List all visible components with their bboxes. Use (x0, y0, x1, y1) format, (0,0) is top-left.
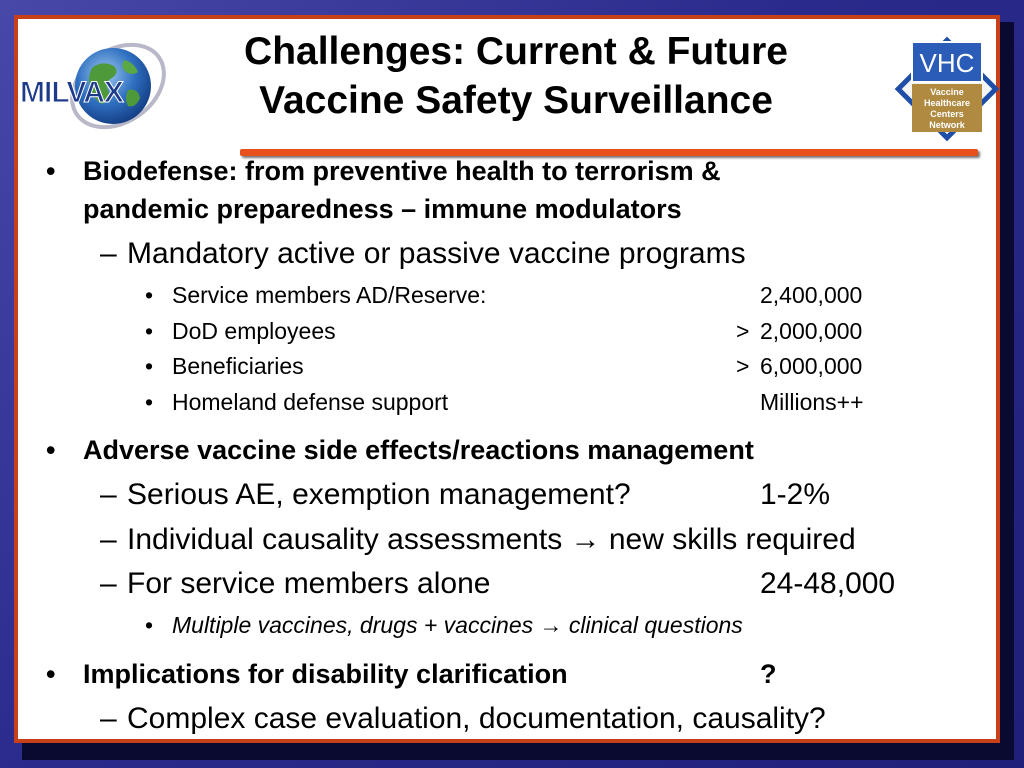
bullet-biodefense-line-1: Biodefense: from preventive health to terrorism & (83, 156, 721, 186)
vhc-logo-sub-2: Healthcare (923, 98, 971, 108)
bullet-glyph: • (145, 282, 154, 308)
list-item-label: Beneficiaries (172, 353, 304, 379)
list-item-prefix: > (736, 353, 750, 379)
milvax-logo (20, 38, 168, 134)
sub-bullet-text: Complex case evaluation, documentation, causality? (127, 702, 826, 735)
sub-bullet-text: Serious AE, exemption management? (127, 478, 631, 511)
list-item-value: Millions++ (760, 389, 864, 415)
bullet-disability-value: ? (760, 659, 777, 689)
bullet-disability-text: Implications for disability clarification (83, 659, 568, 689)
bullet-glyph: • (145, 318, 154, 344)
dash-glyph: – (100, 478, 117, 511)
milvax-logo-text: MILVAX (20, 76, 123, 109)
dash-glyph: – (100, 523, 117, 556)
dash-glyph: – (100, 567, 117, 600)
list-item-label: Homeland defense support (172, 389, 449, 415)
list-item-value: 2,000,000 (760, 318, 863, 344)
sub-bullet-value: 24-48,000 (760, 567, 896, 600)
list-item-value: 2,400,000 (760, 282, 863, 308)
slide-title-line-2: Vaccine Safety Surveillance (259, 79, 773, 122)
vhc-logo-sub-4: Network (929, 120, 965, 130)
list-item-label: DoD employees (172, 318, 336, 344)
vhc-logo-sub-3: Centers (930, 109, 964, 119)
dash-glyph: – (100, 702, 117, 735)
vhc-logo (888, 30, 1006, 150)
sub-bullet-text: For service members alone (127, 567, 491, 600)
title-underline (240, 149, 978, 156)
dash-glyph: – (100, 237, 117, 270)
bullet-glyph: • (145, 612, 154, 638)
bullet-glyph: • (46, 156, 56, 186)
bullet-glyph: • (46, 659, 56, 689)
sub-bullet-mandatory-text: Mandatory active or passive vaccine programs (127, 237, 746, 270)
bullet-glyph: • (145, 353, 154, 379)
slide-title (170, 27, 862, 125)
list-item-prefix: > (736, 318, 750, 344)
list-item-label: Service members AD/Reserve: (172, 282, 487, 308)
vhc-logo-text: VHC (919, 48, 975, 78)
list-item-value: 6,000,000 (760, 353, 863, 379)
bullet-adverse-text: Adverse vaccine side effects/reactions management (83, 435, 754, 465)
bullet-glyph: • (46, 435, 56, 465)
sub-bullet-value: 1-2% (760, 478, 831, 511)
vhc-logo-sub-1: Vaccine (930, 87, 964, 97)
sub-bullet-text: Individual causality assessments → new skills required (127, 523, 856, 556)
slide-title-line-1: Challenges: Current & Future (244, 30, 788, 73)
list-item-label: Multiple vaccines, drugs + vaccines → clinical questions (172, 612, 743, 638)
bullet-glyph: • (145, 389, 154, 415)
bullet-biodefense-line-2: pandemic preparedness – immune modulators (83, 194, 682, 224)
